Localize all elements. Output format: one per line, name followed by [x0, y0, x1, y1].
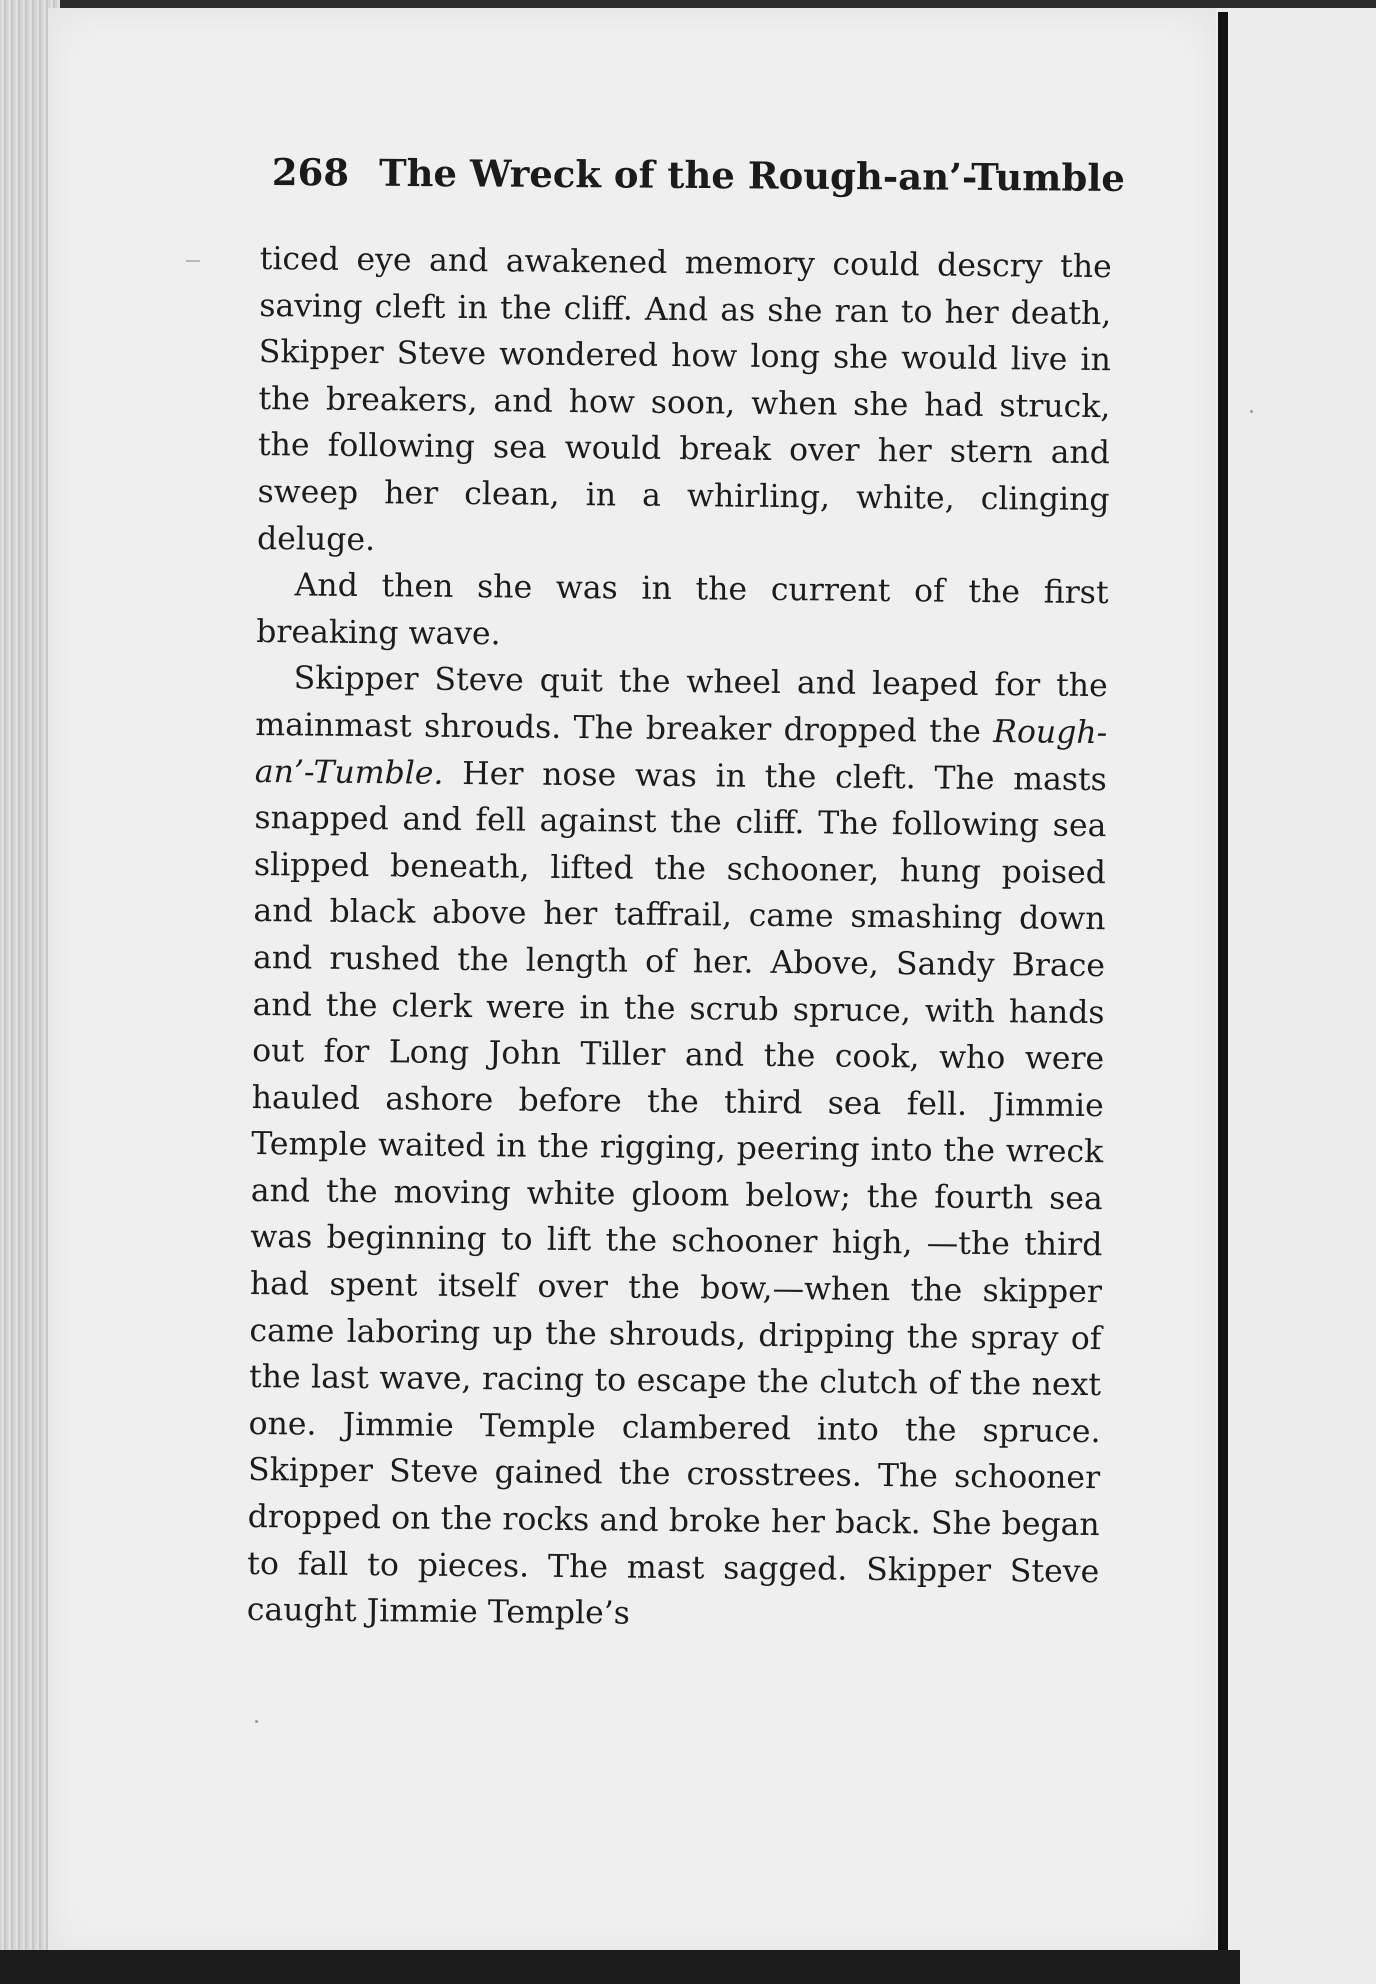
running-title: The Wreck of the Rough-an’-Tumble	[378, 150, 1126, 200]
paragraph-3-start: Skipper Steve quit the wheel and leaped for the mainmast shrouds. The breaker dropped the	[255, 660, 1108, 750]
facing-page-edge	[1216, 8, 1376, 1984]
paragraph-3-rest: Her nose was in the cleft. The masts snapped and fell against the cliff. The following sea slipped beneath, lifted the schooner, hung poised and black above her taffrail, came smashing down and rushed the length of her. Above, Sandy Brace and the clerk were in the scrub spruce, with hands out for Long John Tiller and the cook, who were hauled ashore before the third sea fell. Jimmie Temple waited in the rigging, peering into the wreck and the moving white gloom below; the fourth sea was beginning to lift the schooner high, —the third had spent itself over the bow,—when the skipper came laboring up the shrouds, dripping the spray of the last wave, racing to escape the clutch of the next one. Jimmie Temple clambered into the spruce. Skipper Steve gained the crosstrees. The schooner dropped on the rocks and broke her back. She began to fall to pieces. The mast sagged. Skipper Steve caught Jimmie Temple’s	[246, 755, 1107, 1632]
page-number: 268	[271, 150, 350, 195]
paragraph-3	[247, 655, 1108, 1642]
paragraph-2: And then she was in the current of the first breaking wave.	[256, 567, 1109, 653]
running-header	[271, 150, 1126, 216]
margin-speck	[255, 1720, 258, 1723]
ship-name-italic: Rough-an’-Tumble.	[254, 713, 1108, 792]
scan-bottom-border	[0, 1950, 1240, 1984]
body-text	[247, 236, 1112, 1642]
page-gutter	[1218, 12, 1228, 1984]
margin-mark	[186, 260, 200, 262]
margin-speck	[1250, 410, 1253, 413]
paragraph-1: ticed eye and awakened memory could descry the saving cleft in the cliff. And as she ran to her death, Skipper Steve wondered how long she would live in the breakers, and how soon, when she had struck, the following sea would break over her stern and sweep her clean, in a whirling, white, clinging deluge.	[256, 240, 1112, 558]
